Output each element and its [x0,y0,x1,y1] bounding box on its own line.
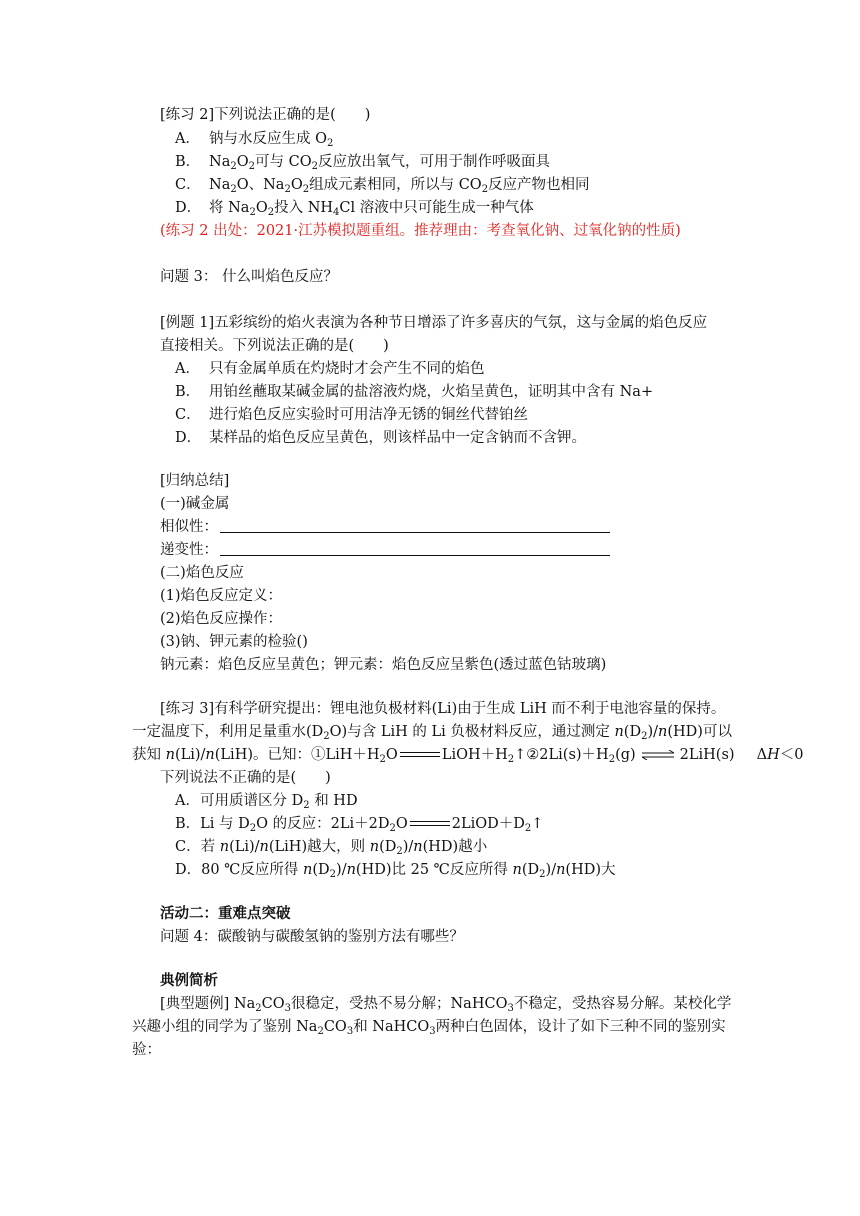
exercise-3-line-3: 获知 n(Li)/n(LiH)。已知：$①LiH+H_2O$ $LiOH+H_2↑②2Li(s)+H_2(g)$ 2LiH(s) ΔH＜0 [132,747,804,765]
example-1-option-c: C． 进行焰色反应实验时可用洁净无锈的铜丝代替铂丝 [175,407,528,423]
question-3: 问题 3： 什么叫焰色反应？ [160,269,338,285]
reversible-arrow-icon [640,750,676,760]
example-1-option-a: A． 只有金属单质在灼烧时才会产生不同的焰色 [175,361,485,377]
exercise-2-option-d: D． 将 $Na_2O_2$投入 $NH_4Cl$ 溶液中只可能生成一种气体 [175,200,534,218]
summary-section-2: (二)焰色反应 [160,565,244,581]
example-1-option-b: B． 用铂丝蘸取某碱金属的盐溶液灼烧，火焰呈黄色，证明其中含有 Na+ [175,384,654,400]
summary-similarity: 相似性： [160,516,610,538]
typical-example-line-1: [典型题例] $Na_2CO_3$很稳定，受热不易分解；NaHCO$_3$不稳定，受热容易分解。某校化学 [160,996,732,1014]
exercise-2-option-c: C． $Na_2O$、$Na_2O_2$组成元素相同，所以与 $CO_2$反应产物也相同 [175,177,590,195]
exercise-2-option-a: A． 钠与水反应生成 $O_2$ [175,131,334,149]
summary-point-2: (2)焰色反应操作： [160,611,283,627]
summary-section-1: (一)碱金属 [160,496,230,512]
example-1-option-d: D． 某样品的焰色反应呈黄色，则该样品中一定含钠而不含钾。 [175,430,586,446]
exercise-3-line-4: 下列说法不正确的是( ) [160,770,331,786]
typical-example-heading: 典例简析 [160,973,218,989]
typical-example-line-3: 验： [132,1042,161,1058]
example-1-stem-line-1: [例题 1]五彩缤纷的焰火表演为各种节日增添了许多喜庆的气氛，这与金属的焰色反应 [160,315,708,331]
summary-title: [归纳总结] [160,473,230,489]
equals-sign [398,750,442,760]
exercise-3-line-2: 一定温度下，利用足量重水$(D_2O)$与含 LiH 的 Li 负极材料反应，通过测定 $n(D_2)/n(HD)$可以 [132,724,732,742]
summary-point-3: (3)钠、钾元素的检验() [160,634,308,650]
exercise-2-stem: [练习 2]下列说法正确的是( ) [160,107,371,123]
summary-gradation: 递变性： [160,539,610,561]
activity-2-heading: 活动二：重难点突破 [160,906,291,922]
example-1-stem-line-2: 直接相关。下列说法正确的是( ) [160,338,389,354]
typical-example-line-2: 兴趣小组的同学为了鉴别 $Na_2CO_3$和 NaHCO$_3$两种白色固体，设计了如下三种不同的鉴别实 [132,1019,726,1037]
exercise-3-line-1: [练习 3]有科学研究提出：锂电池负极材料(Li)由于生成 LiH 而不利于电池容量的保持。 [160,701,726,717]
exercise-2-option-b: B． $Na_2O_2$可与 $CO_2$反应放出氧气，可用于制作呼吸面具 [175,154,550,172]
exercise-3-option-d: D．80 ℃反应所得 $n(D_2)/n(HD)$比 25 ℃反应所得 $n(D_2)/n(HD)$大 [175,862,616,880]
summary-point-1: (1)焰色反应定义： [160,588,283,604]
summary-point-4: 钠元素：焰色反应呈黄色；钾元素：焰色反应呈紫色(透过蓝色钴玻璃) [160,657,607,673]
exercise-3-option-c: C．若 n(Li)/n(LiH)越大，则 $n(D_2)/n(HD)$越小 [175,839,488,857]
equals-sign [408,819,452,829]
gradation-blank[interactable] [220,541,610,556]
exercise-2-source: (练习 2 出处：2021·江苏模拟题重组。推荐理由：考查氧化钠、过氧化钠的性质) [160,223,681,239]
exercise-3-option-a: A．可用质谱区分 $D_2$ 和 HD [175,793,358,811]
question-4: 问题 4：碳酸钠与碳酸氢钠的鉴别方法有哪些？ [160,929,464,945]
similarity-blank[interactable] [220,518,610,533]
exercise-3-option-b: B．Li 与 $D_2O$ 的反应：$2Li+2D_2O$ $2LiOD+D_2↑$ [175,816,544,834]
